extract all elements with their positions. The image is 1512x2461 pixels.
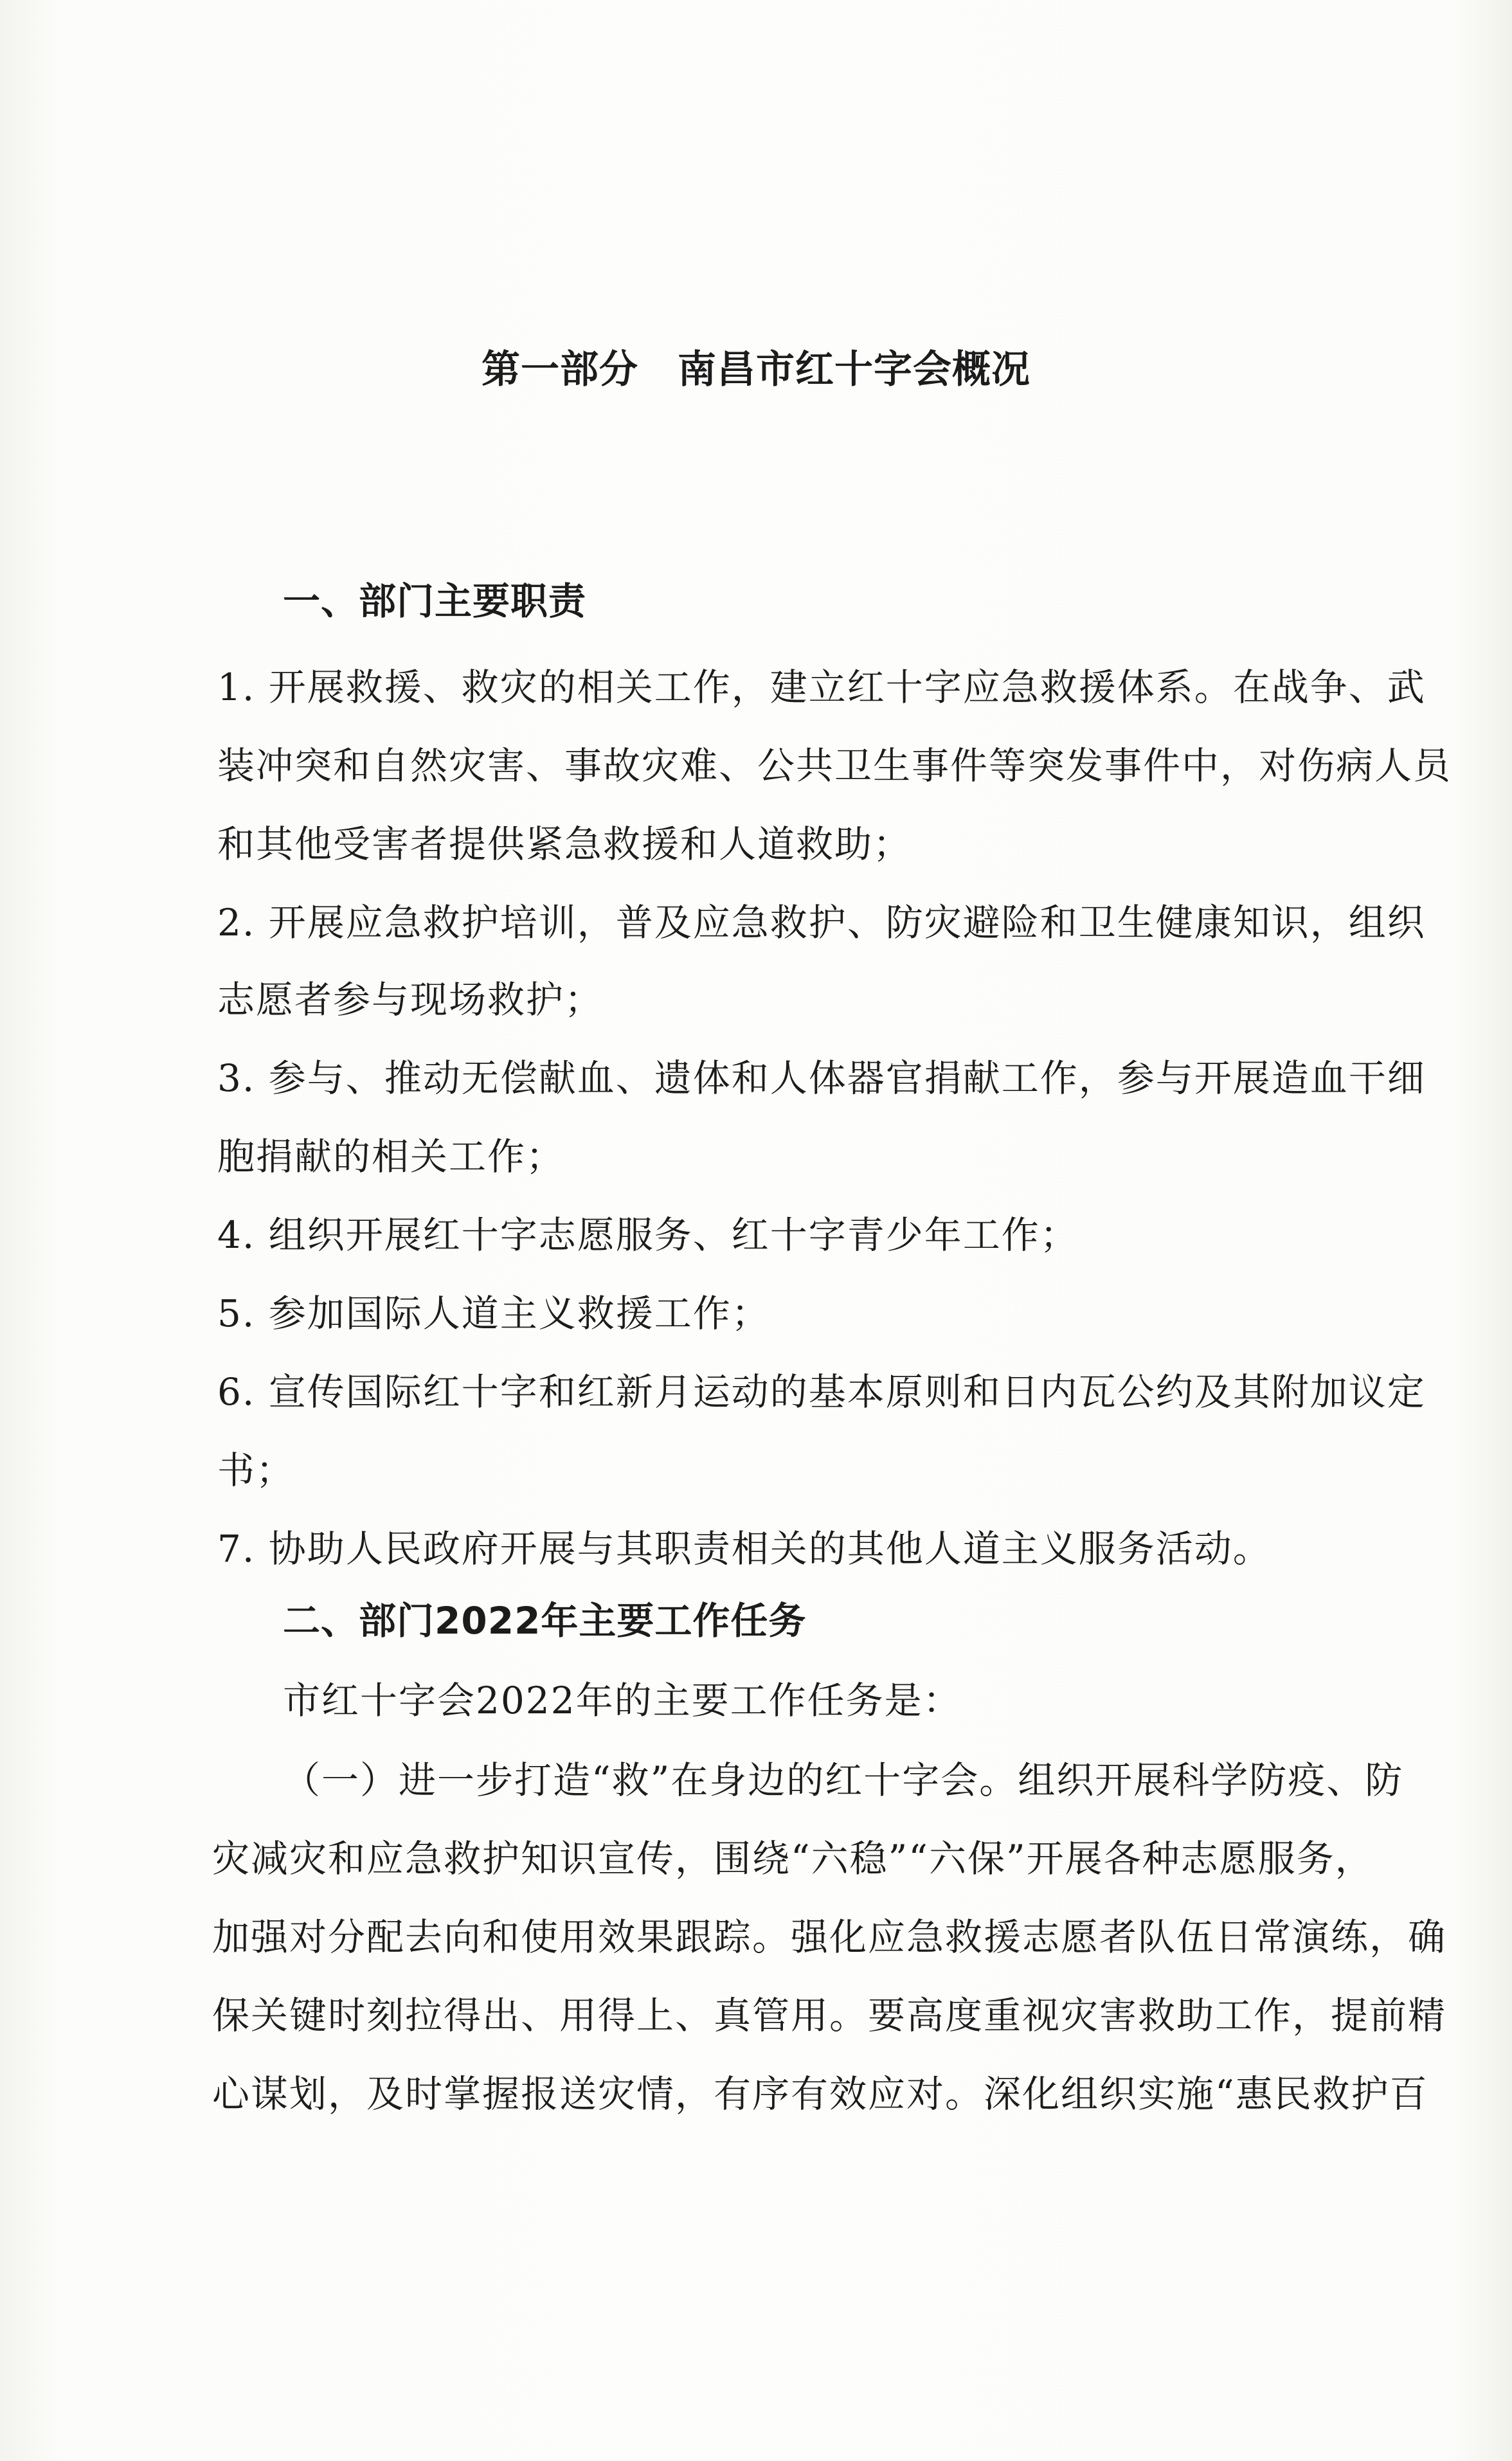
page-title: 第一部分 南昌市红十字会概况 <box>482 347 1030 392</box>
section-1-line-10: 6. 宣传国际红十字和红新月运动的基本原则和日内瓦公约及其附加议定 <box>217 1370 1426 1414</box>
section-1-line-11: 书； <box>217 1448 295 1492</box>
section-1-line-4: 2. 开展应急救护培训，普及应急救护、防灾避险和卫生健康知识，组织 <box>217 901 1426 944</box>
section-2-line-5: 心谋划，及时掌握报送灾情，有序有效应对。深化组织实施“惠民救护百 <box>212 2072 1428 2116</box>
section-2-heading: 二、部门2022年主要工作任务 <box>283 1599 807 1643</box>
section-2-line-4: 保关键时刻拉得出、用得上、真管用。要高度重视灾害救助工作，提前精 <box>212 1994 1447 2037</box>
section-2-line-3: 加强对分配去向和使用效果跟踪。强化应急救援志愿者队伍日常演练，确 <box>212 1915 1447 1959</box>
section-1-line-3: 和其他受害者提供紧急救援和人道救助； <box>217 822 912 866</box>
section-1-line-9: 5. 参加国际人道主义救援工作； <box>217 1292 770 1335</box>
section-1-line-6: 3. 参与、推动无偿献血、遗体和人体器官捐献工作，参与开展造血干细 <box>217 1056 1426 1100</box>
section-1-line-7: 胞捐献的相关工作； <box>217 1135 565 1178</box>
section-1-line-5: 志愿者参与现场救护； <box>217 978 604 1022</box>
section-1-line-8: 4. 组织开展红十字志愿服务、红十字青少年工作； <box>217 1213 1079 1257</box>
section-1-line-1: 1. 开展救援、救灾的相关工作，建立红十字应急救援体系。在战争、武 <box>217 665 1426 709</box>
section-2-intro: 市红十字会2022年的主要工作任务是： <box>283 1679 962 1722</box>
section-2-line-1: （一）进一步打造“救”在身边的红十字会。组织开展科学防疫、防 <box>283 1758 1404 1802</box>
section-1-heading: 一、部门主要职责 <box>283 579 587 623</box>
section-1-line-12: 7. 协助人民政府开展与其职责相关的其他人道主义服务活动。 <box>217 1527 1272 1571</box>
section-2-line-2: 灾减灾和应急救护知识宣传，围绕“六稳”“六保”开展各种志愿服务， <box>212 1837 1374 1880</box>
section-1-line-2: 装冲突和自然灾害、事故灾难、公共卫生事件等突发事件中，对伤病人员 <box>217 744 1452 788</box>
